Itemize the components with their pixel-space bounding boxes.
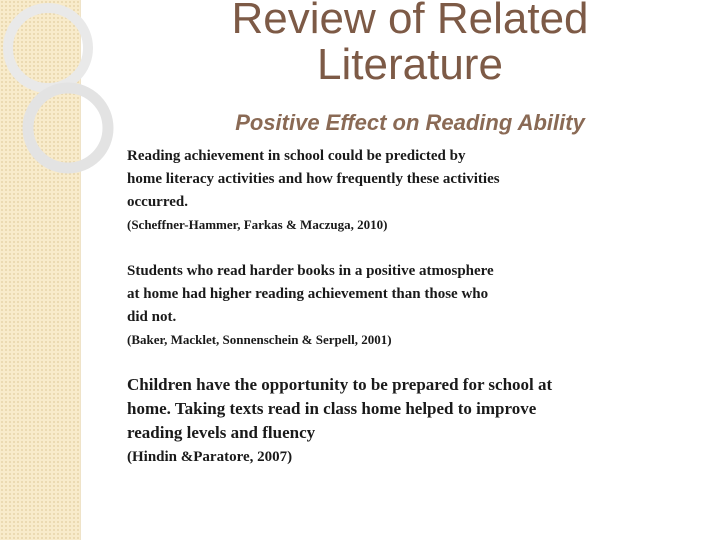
- slide-title-line-1: Review of Related: [231, 0, 589, 43]
- paragraph-1-line-2: home literacy activities and how frequently these activities: [127, 171, 500, 187]
- paragraph-3-line-2: home. Taking texts read in class home helped to improve: [127, 399, 537, 418]
- slide-title-line-2: Literature: [317, 40, 503, 89]
- paragraph-3-line-3: reading levels and fluency: [127, 423, 316, 442]
- paragraph-2-citation: (Baker, Macklet, Sonnenschein & Serpell, 2001): [127, 332, 392, 347]
- slide-title: [130, 0, 690, 88]
- slide-subtitle: Positive Effect on Reading Ability: [235, 110, 585, 135]
- paragraph-1-line-3: occurred.: [127, 194, 188, 210]
- paragraph-1-citation: (Scheffner-Hammer, Farkas & Maczuga, 2010): [127, 217, 388, 232]
- decorative-rings: [0, 0, 140, 220]
- decorative-ring-bottom: [28, 88, 108, 168]
- paragraph-2-line-1: Students who read harder books in a positive atmosphere: [127, 263, 494, 279]
- paragraph-2-line-2: at home had higher reading achievement than those who: [127, 286, 489, 302]
- paragraph-3-line-1: Children have the opportunity to be prepared for school at: [127, 375, 553, 394]
- paragraph-3: [127, 373, 687, 469]
- paragraph-2: [127, 260, 687, 351]
- slide-body: [127, 145, 687, 493]
- paragraph-2-line-3: did not.: [127, 309, 177, 325]
- paragraph-1: [127, 145, 687, 236]
- paragraph-3-citation: (Hindin &Paratore, 2007): [127, 449, 293, 465]
- decorative-ring-top: [8, 8, 88, 88]
- paragraph-1-line-1: Reading achievement in school could be predicted by: [127, 148, 466, 164]
